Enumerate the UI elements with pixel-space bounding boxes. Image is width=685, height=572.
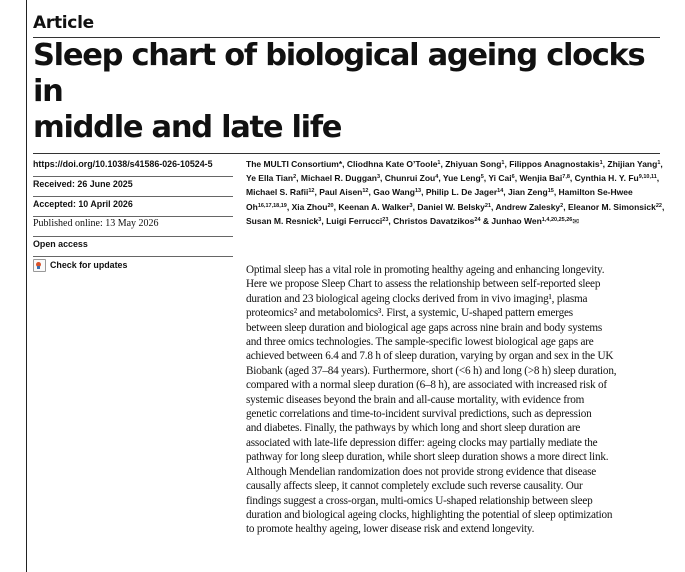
abstract-line: to promote healthy ageing, lower disease risk and extend longevity. — [246, 523, 535, 536]
author-name[interactable] — [373, 187, 421, 197]
abstract-line: Optimal sleep has a vital role in promoting healthy ageing and enhancing longevity. — [246, 264, 605, 276]
abstract-line: and diabetes. Finally, the pathways by which long and short sleep duration are — [246, 422, 581, 435]
affiliation-marker: 5 — [480, 174, 484, 181]
affiliation-marker: 12 — [308, 188, 315, 195]
abstract-line: associated with late-life depression differ: ageing clocks may partially mediate the — [246, 436, 598, 449]
abstract-line: systemic diseases beyond the brain and all-cause mortality, with evidence from — [246, 393, 585, 406]
author-name-text: Cynthia H. Y. Fu — [574, 173, 639, 184]
abstract-line: between sleep duration and biological age gaps across nine brain and body systems — [246, 321, 602, 334]
affiliation-marker: 20 — [327, 202, 334, 209]
author-name-text: Gao Wang — [373, 187, 415, 198]
left-margin-rule — [26, 0, 27, 572]
affiliation-marker: 1 — [599, 160, 603, 166]
article-category: Article — [33, 13, 94, 33]
author-name-text: Ye Ella Tian — [246, 173, 294, 184]
author-name[interactable] — [445, 159, 504, 169]
abstract-line: achieved between 6.4 and 7.8 h of sleep duration, varying by organ and sex in the UK — [246, 350, 614, 363]
author-name-text: Christos Davatzikos — [393, 215, 475, 226]
affiliation-marker: 1 — [437, 160, 441, 166]
author-name[interactable] — [246, 216, 321, 226]
author-name[interactable] — [508, 187, 554, 197]
author-name[interactable] — [509, 159, 602, 169]
affiliation-marker: 6 — [511, 174, 515, 181]
article-title — [33, 38, 663, 146]
affiliation-marker: 1 — [657, 160, 661, 166]
author-name[interactable] — [393, 216, 480, 226]
author-name[interactable] — [519, 173, 569, 183]
affiliation-marker: 14 — [497, 188, 504, 195]
affiliation-marker: 13 — [414, 188, 422, 195]
title-line: Sleep chart of biological ageing clocks in — [33, 38, 645, 109]
abstract-line: Biobank (aged 37–84 years). Furthermore, short (<6 h) and long (>8 h) sleep duration, — [246, 364, 617, 377]
author-name-text: Keenan A. Walker — [338, 201, 410, 212]
author-name-text: Andrew Zalesky — [495, 201, 561, 212]
doi-link[interactable]: https://doi.org/10.1038/s41586-026-10524-5 — [33, 157, 233, 177]
open-access-badge[interactable]: Open access — [33, 237, 233, 257]
author-name-text: Paul Aisen — [319, 187, 363, 198]
abstract-line: compared with a normal sleep duration (6–8 h), are associated with increased risk of — [246, 379, 607, 392]
author-name-text: Michael R. Duggan — [300, 173, 377, 184]
author-name-text: Eleanor M. Simonsick — [567, 201, 656, 212]
check-for-updates-icon — [33, 259, 46, 272]
author-name-text: Zhiyuan Song — [445, 159, 502, 169]
affiliation-marker: 2 — [293, 174, 297, 181]
affiliation-marker: 1,4,20,25,26 — [541, 216, 573, 223]
author-name-text: Jian Zeng — [508, 187, 548, 198]
affiliation-marker: 3 — [376, 174, 380, 181]
author-name-text: Junhao Wen — [491, 215, 542, 226]
author-name-text: Yi Cai — [488, 173, 512, 184]
abstract-line: and three omics technologies. The sample-specific lowest biological age gaps are — [246, 336, 594, 349]
affiliation-marker: 2 — [560, 202, 564, 209]
author-name-text: Susan M. Resnick — [246, 215, 319, 226]
received-date: Received: 26 June 2025 — [33, 177, 233, 197]
author-name[interactable] — [491, 216, 579, 226]
affiliation-marker: 4 — [435, 174, 439, 181]
author-name[interactable] — [301, 173, 380, 183]
accepted-date: Accepted: 10 April 2026 — [33, 197, 233, 217]
author-name[interactable] — [488, 173, 514, 183]
meta-divider — [33, 153, 660, 154]
affiliation-marker: 21 — [484, 202, 492, 209]
author-name[interactable] — [246, 187, 314, 197]
author-name-text: Hamilton Se-Hwee Oh — [246, 187, 633, 212]
title-line: middle and late life — [33, 110, 342, 145]
author-name[interactable] — [426, 187, 503, 197]
author-name-text: Chunrui Zou — [384, 173, 436, 184]
affiliation-marker: 3 — [318, 216, 322, 223]
author-name-text: Philip L. De Jager — [425, 187, 498, 198]
author-name[interactable] — [607, 159, 660, 169]
author-name[interactable] — [246, 173, 296, 183]
abstract-line: genetic correlations and time-to-incident survival predictions, such as depression — [246, 408, 592, 421]
author-name[interactable] — [495, 202, 563, 212]
author-name[interactable] — [417, 202, 491, 212]
abstract-line: duration and biological ageing clocks, highlighting the potential of sleep optimization — [246, 508, 613, 521]
author-name-text: The MULTI Consortium* — [246, 159, 343, 169]
author-name-text: Yue Leng — [442, 173, 481, 184]
author-name-text: Wenjia Bai — [519, 173, 563, 184]
abstract — [246, 263, 662, 537]
abstract-line: Although Mendelian randomization does not provide strong evidence that disease — [246, 465, 597, 478]
author-list: The MULTI Consortium*, Cliodhna Kate O’Toole$^1$, Zhiyuan Song$^1$, Filippos Anagnostakis$^1$, Zhijian Yang$^1$, Ye Ella Tian$^2$, Michael R. Duggan$^3$, Chunrui Zou$^4$, Yue Leng$^5$, Yi Cai$^6$, Wenjia Bai$^{7,8}$, Cynthia H. Y. Fu$^{9,10,11}$, Michael S. Rafii$^{12}$, Paul Aisen$^{12}$, Gao Wang$^{13}$, Philip L. De Jager$^{14}$, Jian Zeng$^{15}$, Hamilton Se-Hwee Oh$^{16,17,18,19}$, Xia Zhou$^{20}$, Keenan A. Walker$^3$, Daniel W. Belsky$^{21}$, Andrew Zalesky$^2$, Eleanor M. Simonsick$^{22}$, Susan M. Resnick$^3$, Luigi Ferrucci$^{23}$, Christos Davatzikos$^{24}$ & Junhao Wen$^{1,4,20,25,26}$✉ — [246, 159, 665, 226]
affiliation-marker: 16,17,18,19 — [257, 202, 287, 209]
abstract-line: Here we propose Sleep Chart to assess the relationship between self-reported sleep — [246, 278, 601, 291]
author-name-text: Michael S. Rafii — [246, 187, 309, 198]
author-name-text: Filippos Anagnostakis — [509, 159, 600, 169]
author-name[interactable] — [568, 202, 662, 212]
envelope-icon[interactable]: ✉ — [572, 216, 580, 226]
affiliation-marker: 22 — [655, 202, 662, 209]
affiliation-marker: 15 — [547, 188, 554, 195]
affiliation-marker: 24 — [474, 216, 481, 223]
affiliation-marker: 12 — [362, 188, 369, 195]
author-name-text: Zhijian Yang — [607, 159, 658, 169]
author-name[interactable] — [443, 173, 484, 183]
article-metadata — [33, 157, 233, 272]
abstract-line: proteomics² and metabolomics³. First, a systemic, U-shaped pattern emerges — [246, 307, 573, 320]
abstract-line: duration and 23 biological ageing clocks derived from in vivo imaging¹, plasma — [246, 292, 588, 305]
author-name[interactable] — [292, 202, 334, 212]
affiliation-marker: 9,10,11 — [638, 174, 657, 181]
check-for-updates-label: Check for updates — [50, 260, 128, 270]
author-name[interactable] — [326, 216, 388, 226]
published-date: Published online: 13 May 2026 — [33, 217, 233, 237]
affiliation-marker: 23 — [382, 216, 389, 223]
affiliation-marker: 7,8 — [562, 174, 570, 181]
check-for-updates-button[interactable] — [33, 258, 233, 272]
author-name[interactable] — [338, 202, 412, 212]
affiliation-marker: 1 — [501, 160, 505, 166]
author-name[interactable] — [385, 173, 439, 183]
abstract-line: findings suggest a cross-organ, multi-omics U-shaped relationship between sleep — [246, 494, 593, 507]
affiliation-marker: 3 — [409, 202, 413, 209]
author-name[interactable] — [575, 173, 657, 183]
author-name-text: Luigi Ferrucci — [326, 215, 383, 226]
author-name[interactable] — [347, 159, 441, 169]
author-name[interactable] — [246, 159, 342, 169]
author-name-text: Cliodhna Kate O’Toole — [346, 159, 438, 169]
author-name-text: Xia Zhou — [291, 201, 328, 212]
abstract-line: causally affects sleep, it cannot completely exclude such reverse causality. Our — [246, 480, 583, 493]
author-name[interactable] — [319, 187, 368, 197]
author-name-text: Daniel W. Belsky — [417, 201, 485, 212]
abstract-line: pathway for long sleep duration, while short sleep duration shows a more direct link. — [246, 451, 609, 464]
